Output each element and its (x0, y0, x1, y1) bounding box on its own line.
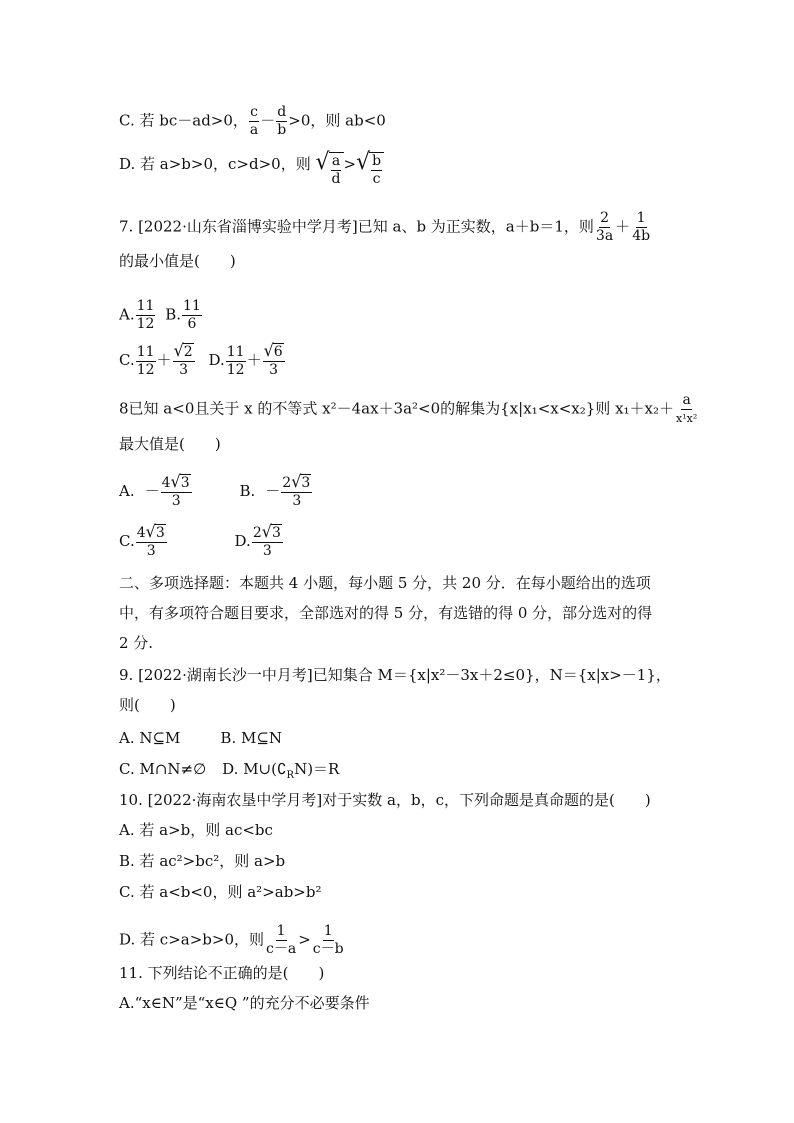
q9-options-cd: C. M∩N≠∅ D. $M\cup(∁_RN)=R$ (119, 760, 340, 781)
q10-option-c: C. 若 a<b<0，则 a²>ab>b² (119, 883, 322, 901)
q8-stem-cont: 最大值是( ) (119, 435, 221, 453)
q8-options-ab: A. － 4 √ 3 3 B. － 2 √ 3 3 (119, 471, 311, 509)
q7-options-cd: C. $\frac{11}{12}$ ＋ √ 2 3 D. $\frac{11}{12}$ ＋ √ 6 3 (119, 340, 283, 378)
q9-stem-cont: 则( ) (119, 696, 176, 714)
q10-option-a: A. 若 a>b，则 ac<bc (119, 821, 273, 839)
q7-stem: 7. [2022·山东省淄博实验中学月考]已知 a、b 为正实数，a＋b＝1，则 $\frac{2}{3a}$ ＋ $\frac{1}{4b}$ (119, 210, 651, 244)
fraction: $\frac{1}{4b}$ (632, 210, 651, 244)
fraction: $\frac{1}{c-b}$ (312, 923, 344, 957)
fraction: $\frac{11}{12}$ (136, 343, 155, 378)
fraction: $\frac{c}{a}$ (249, 104, 259, 138)
fraction: $\frac{a}{\text{x¹x²}}$ (676, 392, 698, 425)
fraction: $\frac{11}{12}$ (226, 343, 245, 378)
radical-fraction: 4 √ 3 3 (136, 521, 165, 559)
q10-option-d: D. 若 c>a>b>0，则 $\frac{1}{c-a}$ > $\frac{1}{c-b}$ (119, 923, 344, 957)
radical-fraction: √ 6 3 (263, 340, 283, 378)
q6-option-c: C. 若 bc－ad>0， $\frac{c}{a}$ － $\frac{d}{b}$ >0，则 ab<0 (119, 104, 386, 138)
q8-stem: 8已知 a<0且关于 x 的不等式 x²－4ax＋3a²<0的解集为{x|x₁<x<x₂}则 x₁＋x₂＋ $\frac{a}{\text{x¹x²}}$ (119, 392, 698, 425)
fraction: $\frac{1}{c-a}$ (266, 923, 297, 957)
fraction: $\frac{d}{b}$ (277, 104, 287, 138)
radical-fraction: 2 √ 3 3 (252, 521, 281, 559)
section2-line3: 2 分. (119, 634, 154, 652)
q8-options-cd: C. 4 √ 3 3 D. 2 √ 3 3 (119, 521, 281, 559)
radical-fraction: 4 √ 3 3 (161, 471, 190, 509)
square-root: √ $\frac{a}{d}$ (316, 152, 344, 188)
fraction: $\frac{11}{6}$ (183, 298, 201, 332)
q9-stem: 9. [2022·湖南长沙一中月考]已知集合 M＝{x|x²－3x＋2≤0}，N＝{x|x>－1}， (119, 666, 671, 684)
fraction: $\frac{2}{3a}$ (595, 210, 614, 244)
q7-stem-cont: 的最小值是( ) (119, 252, 236, 270)
q6-option-d: D. 若 a>b>0，c>d>0，则 √ $\frac{a}{d}$ > √ $\frac{b}{c}$ (119, 152, 384, 188)
q9-options-ab: A. N⊆M B. M⊆N (119, 729, 283, 747)
q11-option-a: A.“x∈N”是“x∈Q ”的充分不必要条件 (119, 994, 370, 1012)
radical-fraction: √ 2 3 (173, 340, 193, 378)
q11-stem: 11. 下列结论不正确的是( ) (119, 964, 325, 982)
q10-option-b: B. 若 ac²>bc²，则 a>b (119, 852, 286, 870)
q10-stem: 10. [2022·海南农垦中学月考]对于实数 a，b，c，下列命题是真命题的是( ) (119, 791, 651, 809)
fraction: $\frac{11}{12}$ (136, 298, 155, 332)
section2-line1: 二、多项选择题：本题共 4 小题，每小题 5 分，共 20 分．在每小题给出的选项 (119, 574, 651, 592)
radical-fraction: 2 √ 3 3 (282, 471, 311, 509)
section2-line2: 中，有多项符合题目要求，全部选对的得 5 分，有选错的得 0 分，部分选对的得 (119, 604, 653, 622)
q7-options-ab: A. $\frac{11}{12}$ B. $\frac{11}{6}$ (119, 298, 201, 332)
square-root: √ $\frac{b}{c}$ (356, 152, 384, 188)
